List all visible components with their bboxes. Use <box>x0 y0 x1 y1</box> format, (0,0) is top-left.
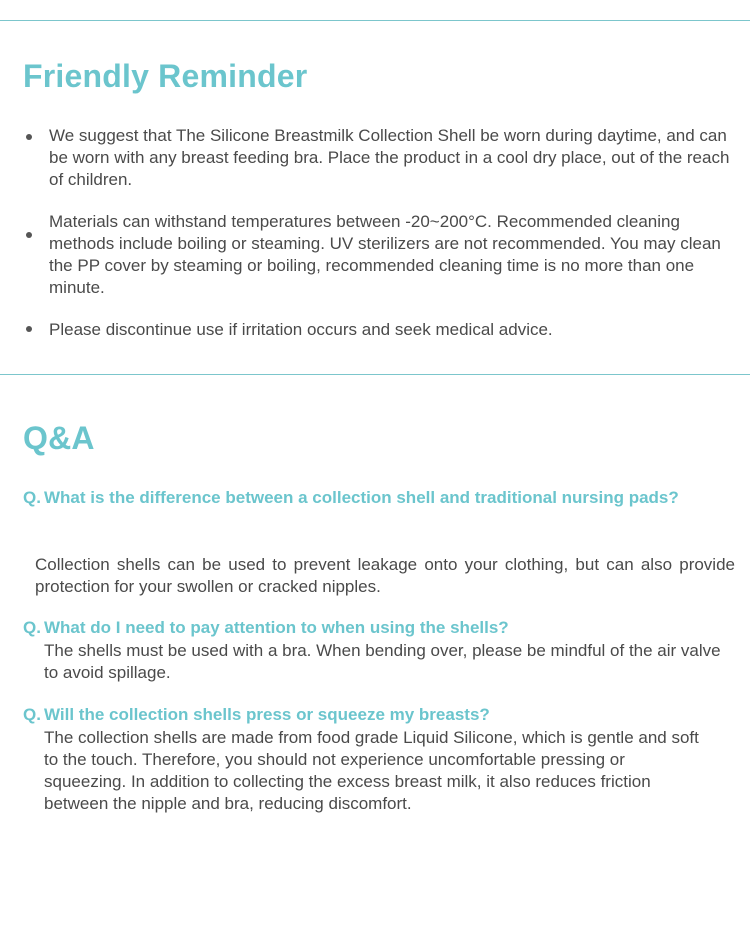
question-1 <box>23 487 723 509</box>
question-text: Will the collection shells press or squeeze my breasts? <box>44 705 490 724</box>
question-prefix: Q. <box>23 488 41 507</box>
reminder-item: Please discontinue use if irritation occurs and seek medical advice. <box>49 320 553 339</box>
reminder-title: Friendly Reminder <box>23 58 308 94</box>
question-prefix: Q. <box>23 705 41 724</box>
reminder-item: We suggest that The Silicone Breastmilk Collection Shell be worn during daytime, and can be worn with any breast feeding bra. Place the product in a cool dry place, out of the reach of children. <box>49 126 730 189</box>
top-divider <box>0 20 750 21</box>
question-prefix: Q. <box>23 618 41 637</box>
qa-title: Q&A <box>23 420 95 456</box>
answer-2: The shells must be used with a bra. When bending over, please be mindful of the air valve to avoid spillage. <box>44 641 721 682</box>
question-3 <box>23 704 723 726</box>
reminder-item: Materials can withstand temperatures between -20~200°C. Recommended cleaning methods include boiling or steaming. UV sterilizers are not recommended. You may clean the PP cover by steaming or boiling, recommended cleaning time is no more than one minute. <box>49 212 721 297</box>
question-text: What is the difference between a collection shell and traditional nursing pads? <box>44 488 679 507</box>
answer-1: Collection shells can be used to prevent leakage onto your clothing, but can also provide protection for your swollen or cracked nipples. <box>35 555 735 596</box>
answer-3: The collection shells are made from food grade Liquid Silicone, which is gentle and soft to the touch. Therefore, you should not experience uncomfortable pressing or squeezing. In addition to collecting the excess breast milk, it also reduces friction between the nipple and bra, reducing discomfort. <box>44 728 699 813</box>
question-2 <box>23 617 723 639</box>
bullet-dot <box>26 134 32 140</box>
question-text: What do I need to pay attention to when using the shells? <box>44 618 509 637</box>
bullet-dot <box>26 232 32 238</box>
bullet-dot <box>26 326 32 332</box>
section-divider <box>0 374 750 375</box>
